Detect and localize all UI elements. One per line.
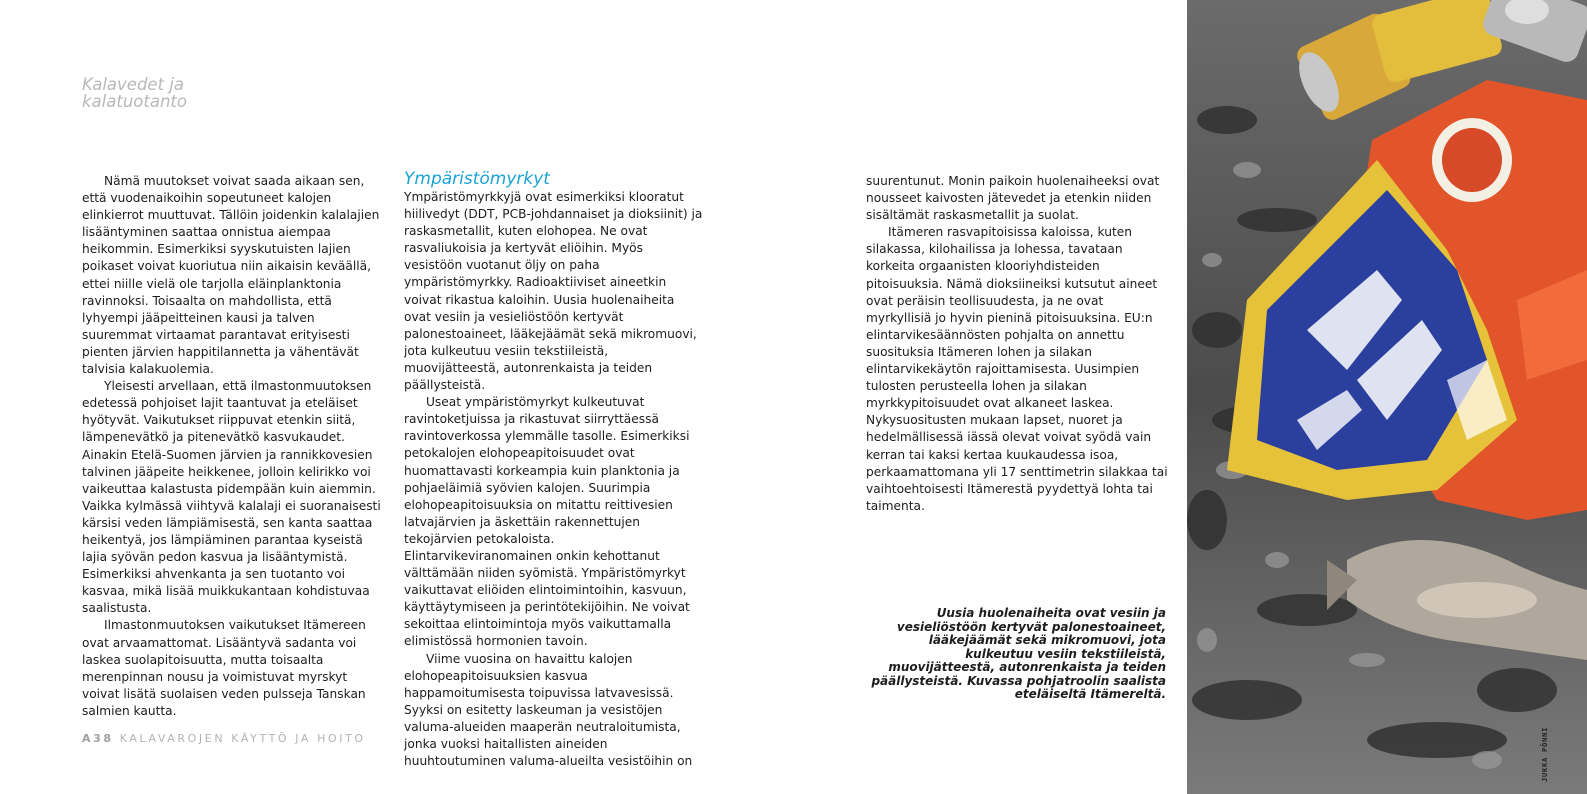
paragraph: Yleisesti arvellaan, että ilmastonmuutoksen edetessä pohjoiset lajit taantuvat ja eteläiset hyötyvät. Vaikutukset riippuvat etenkin siitä, lämpenevätkö ja pitenevätkö kasvukaudet. Ainakin Etelä-Suomen järvien ja rannikkovesien talvinen jääpeite heikkenee, jolloin kelirikko voi vaikeuttaa kalastusta pidempään kuin aiemmin. Vaikka kylmässä viihtyvä kalalaji ei suoranaisesti kärsisi veden lämpiämisestä, sen kanta saattaa heikentyä, jos lämpiäminen parantaa kyseistä lajia syövän pedon kasvua ja lisääntymistä. Esimerkiksi ahvenkanta ja sen tuotanto voi kasvaa, mikä lisää muikkukantaan kohdistuvaa saalistusta.	[82, 379, 381, 616]
paragraph: Viime vuosina on havaittu kalojen elohopeapitoisuuksien kasvua happamoitumisesta toipuvissa latvavesissä. Syyksi on esitetty laskeuman ja vesistöjen valuma-alueiden maaperän neutraloitumista, jonka vuoksi haitallisten aineiden huuhtoutuminen valuma-alueilta vesistöihin on	[404, 651, 693, 769]
paragraph: suurentunut. Monin paikoin huolenaiheeksi ovat nousseet kaivosten jätevedet ja etenkin niiden sisältämät raskasmetallit ja suolat.	[866, 174, 1160, 223]
paragraph: Itämeren rasvapitoisissa kaloissa, kuten silakassa, kilohailissa ja lohessa, tavataan korkeita orgaanisten klooriyhdisteiden pitoisuuksia. Nämä dioksiineiksi kutsutut aineet ovat peräisin teollisuudesta, ja ne ovat myrkyllisiä jo hyvin pieninä pitoisuuksina. EU:n elintarvikesäännösten pohjalta on annettu suosituksia Itämeren lohen ja silakan elintarvikekäytön rajoittamisesta. Uusimpien tulosten perusteella lohen ja silakan myrkkypitoisuudet ovat alkaneet laskea. Nykysuositusten mukaan lapset, nuoret ja hedelmällisessä iässä olevat voivat syödä vain kerran tai kaksi kertaa kuukaudessa isoa, perkaamattomana yli 17 senttimetrin silakkaa tai vaihtoehtoisesti Itämerestä pyydettyä lohta tai taimenta.	[866, 225, 1168, 513]
page-number: A38	[82, 732, 114, 745]
text-column-2	[404, 169, 704, 770]
text-column-3	[866, 173, 1168, 515]
page-footer	[82, 732, 366, 745]
section-title: Kalavedet ja kalatuotanto	[82, 75, 187, 111]
section-heading: Ympäristömyrkyt	[404, 169, 550, 189]
paragraph: Nämä muutokset voivat saada aikaan sen, että vuodenaikoihin sopeutuneet kalojen elinkierrot muuttuvat. Tällöin joidenkin kalalajien lisääntyminen saattaa onnistua aiempaa heikommin. Esimerkiksi syyskutuisten lajien poikaset voivat kuoriutua niin aikaisin keväällä, ettei niille vielä ole tarjolla eläinplanktonia ravinnoksi. Toisaalta on mahdollista, että lyhyempi jääpeitteinen kausi ja talven suuremmat virtaamat parantavat erityisesti pienten järvien happitilannetta ja vähentävät talvisia kalakuolemia.	[82, 174, 380, 377]
text-column-1	[82, 173, 382, 720]
publication-name: KALAVAROJEN KÄYTTÖ JA HOITO	[119, 732, 366, 745]
photo-credit: JUKKA PÖNNI	[1541, 726, 1549, 782]
photo-caption: Uusia huolenaiheita ovat vesiin ja vesieliöstöön kertyvät palonestoaineet, lääkejäämät sekä mikromuovi, jota kulkeutuu vesiin tekstiileistä, muovijätteestä, autonrenkaista ja teiden päällysteistä. Kuvassa pohjatroolin saalista eteläiseltä Itämereltä.	[871, 606, 1166, 701]
trawl-catch-illustration	[1187, 0, 1587, 794]
paragraph: Ilmastonmuutoksen vaikutukset Itämereen ovat arvaamattomat. Lisääntyvä sadanta voi laskea suolapitoisuutta, mutta toisaalta merenpinnan nousu ja voimistuvat myrskyt voivat lisätä suolaisen veden pulsseja Tanskan salmien kautta.	[82, 618, 366, 718]
paragraph: Useat ympäristömyrkyt kulkeutuvat ravintoketjuissa ja rikastuvat siirryttäessä ravintoverkossa ylemmälle tasolle. Esimerkiksi petokalojen elohopeapitoisuudet ovat huomattavasti korkeampia kuin planktonia ja pohjaeläimiä syövien kalojen. Suurimpia elohopeapitoisuuksia on mitattu reittivesien latvajärvien ja äskettäin rakennettujen tekojärvien petokaloista. Elintarvikeviranomainen onkin kehottanut välttämään niiden syömistä. Ympäristömyrkyt vaikuttavat eliöiden elintoimintoihin, kasvuun, käyttäytymiseen ja perintötekijöihin. Ne voivat sekoittaa elintoimintoja myös vaikuttamalla elimistössä hormonien tavoin.	[404, 395, 690, 649]
trawl-catch-photo	[1187, 0, 1587, 794]
paragraph: Ympäristömyrkkyjä ovat esimerkiksi klooratut hiilivedyt (DDT, PCB-johdannaiset ja dioksiinit) ja raskasmetallit, kuten elohopea. Ne ovat rasvaliukoisia ja kertyvät eliöihin. Myös vesistöön vuotanut öljy on paha ympäristömyrkky. Radioaktiiviset aineetkin voivat rikastua kaloihin. Uusia huolenaiheita ovat vesiin ja vesieliöstöön kertyvät palonestoaineet, lääkejäämät sekä mikromuovi, jota kulkeutuu vesiin tekstiileistä, muovijätteestä, autonrenkaista ja teiden päällysteistä.	[404, 190, 703, 393]
